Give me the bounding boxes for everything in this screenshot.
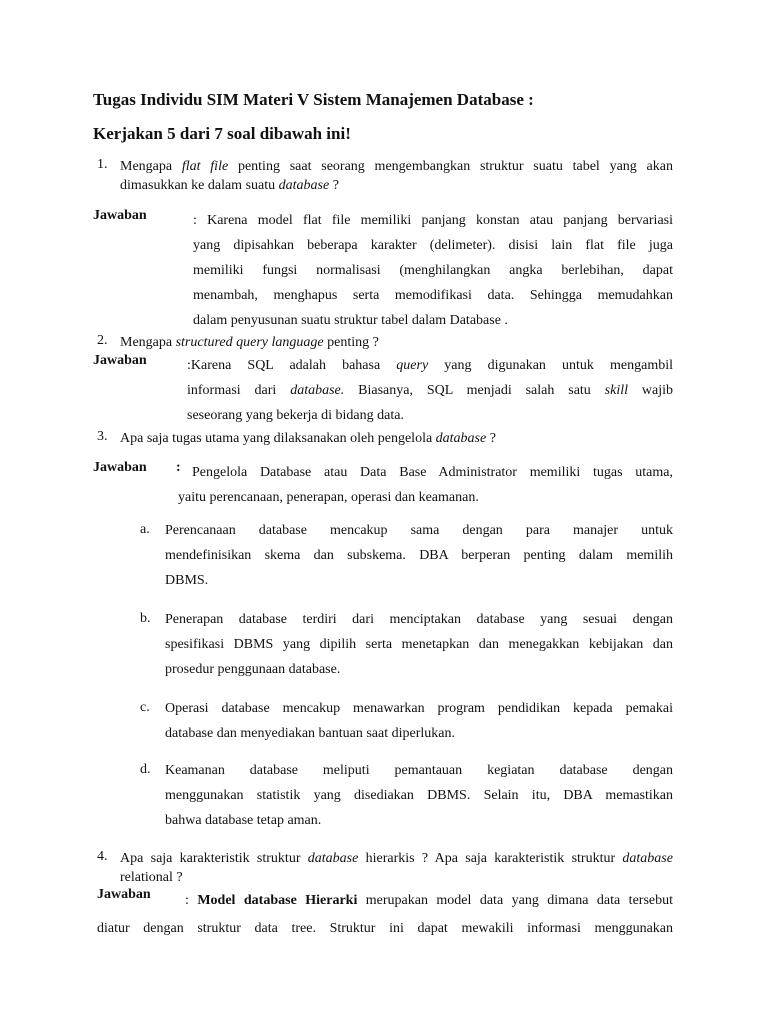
question-2-text: Mengapa structured query language penting ?	[120, 335, 379, 350]
list-item-label: d.	[140, 762, 151, 777]
question-number: 4.	[97, 849, 108, 864]
answer-2-text: :Karena SQL adalah bahasa query yang digunakan untuk mengambil informasi dari database. Biasanya, SQL menjadi salah satu skill wajib seseorang yang bekerja di bidang data.	[187, 358, 673, 423]
answer-1-text: : Karena model flat file memiliki panjang konstan atau panjang bervariasi yang dipisahkan beberapa karakter (delimeter). disisi lain flat file juga memiliki fungsi normalisasi (menghilangkan angka berlebihan, dapat menambah, menghapus serta memodifikasi data. Sehingga memudahkan dalam penyusunan suatu struktur tabel dalam Database .	[193, 213, 674, 328]
list-item-label: a.	[140, 522, 150, 537]
answer-label: Jawaban	[97, 887, 151, 902]
answer-label: Jawaban	[93, 208, 147, 223]
question-3-text: Apa saja tugas utama yang dilaksanakan oleh pengelola database ?	[120, 431, 496, 446]
question-number: 1.	[97, 157, 108, 172]
list-item-a-text: Perencanaan database mencakup sama dengan para manajer untuk mendefinisikan skema dan subskema. DBA berperan penting dalam memilih DBMS.	[165, 523, 673, 588]
list-item-b-text: Penerapan database terdiri dari menciptakan database yang sesuai dengan spesifikasi DBMS yang dipilih serta menetapkan dan menegakkan kebijakan dan prosedur penggunaan database.	[165, 612, 673, 677]
question-4-text: Apa saja karakteristik struktur database hierarkis ? Apa saja karakteristik struktur database relational ?	[120, 851, 673, 885]
answer-colon: :	[176, 460, 181, 475]
question-number: 2.	[97, 333, 108, 348]
answer-label: Jawaban	[93, 353, 147, 368]
answer-4-text: : Model database Hierarki merupakan model data yang dimana data tersebut diatur dengan struktur data tree. Struktur ini dapat mewakili informasi menggunakan	[97, 893, 673, 936]
document-title: Tugas Individu SIM Materi V Sistem Manajemen Database :	[93, 90, 534, 109]
list-item-d-text: Keamanan database meliputi pemantauan kegiatan database dengan menggunakan statistik yang disediakan DBMS. Selain itu, DBA memastikan bahwa database tetap aman.	[165, 763, 673, 828]
question-1-text: Mengapa flat file penting saat seorang mengembangkan struktur suatu tabel yang akan dimasukkan ke dalam suatu database ?	[120, 159, 673, 193]
document-instruction: Kerjakan 5 dari 7 soal dibawah ini!	[93, 124, 351, 143]
answer-3-text: Pengelola Database atau Data Base Administrator memiliki tugas utama, yaitu perencanaan, penerapan, operasi dan keamanan.	[178, 465, 673, 505]
list-item-c-text: Operasi database mencakup menawarkan program pendidikan kepada pemakai database dan menyediakan bantuan saat diperlukan.	[165, 701, 673, 741]
list-item-label: c.	[140, 700, 150, 715]
answer-label: Jawaban	[93, 460, 147, 475]
list-item-label: b.	[140, 611, 151, 626]
question-number: 3.	[97, 429, 108, 444]
